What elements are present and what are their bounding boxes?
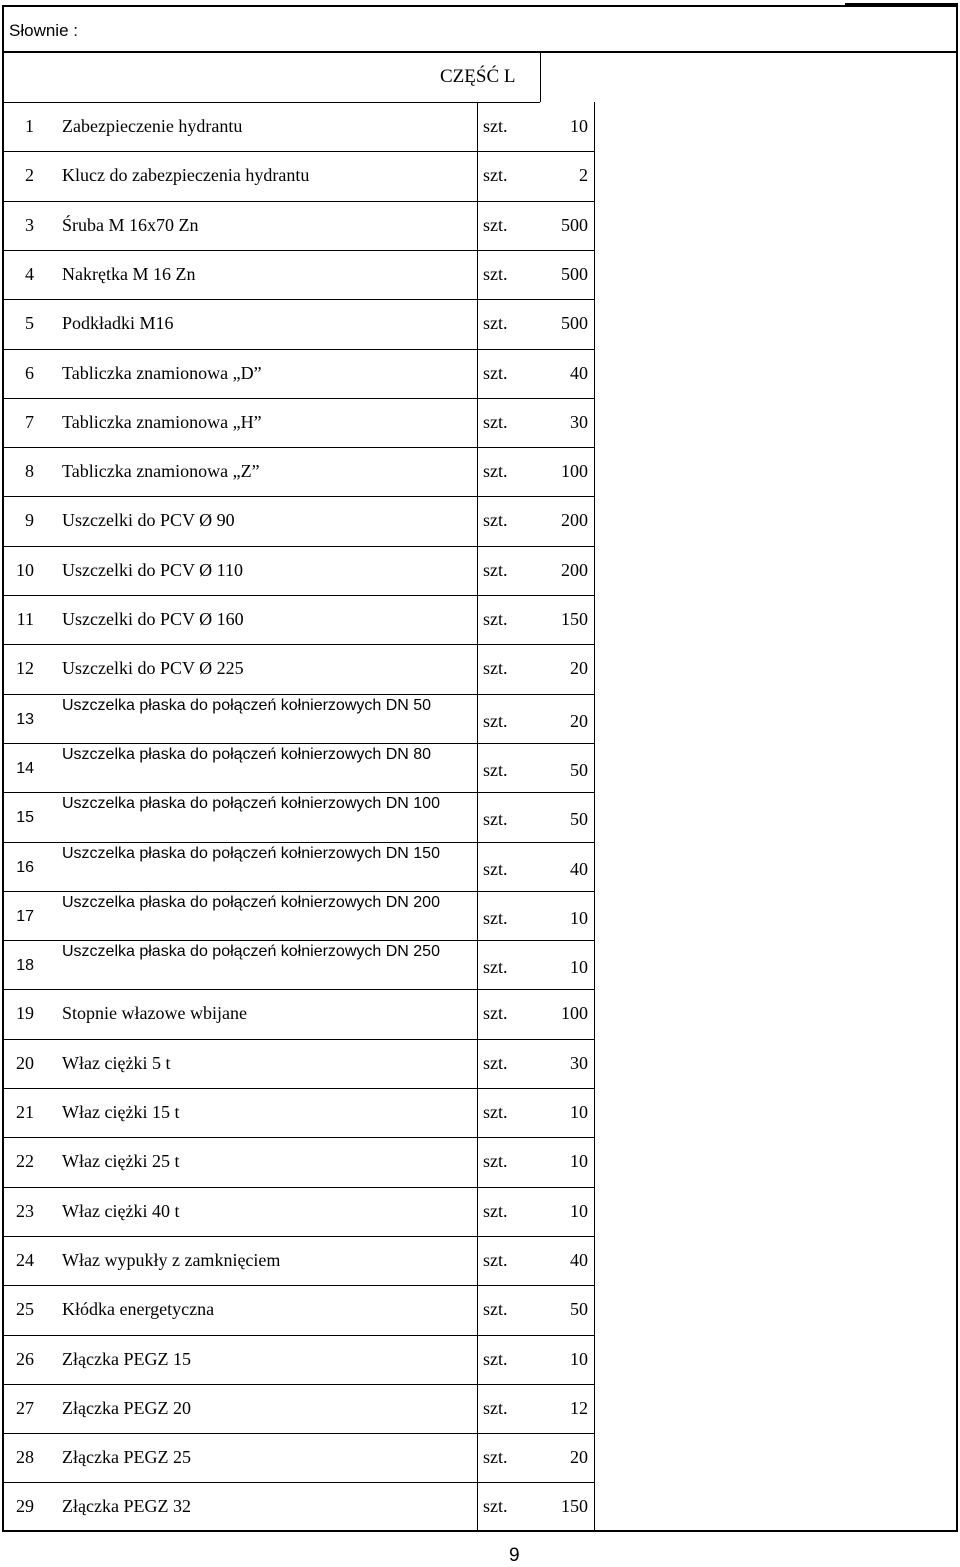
table-row xyxy=(0,1384,600,1433)
item-quantity: 50 xyxy=(570,809,588,830)
column-divider xyxy=(540,53,541,102)
item-quantity: 10 xyxy=(570,1348,588,1369)
table-row xyxy=(0,201,600,250)
item-quantity: 2 xyxy=(579,165,588,186)
item-number: 15 xyxy=(16,809,34,827)
item-name: Uszczelki do PCV Ø 110 xyxy=(62,559,243,580)
item-number: 22 xyxy=(16,1151,34,1172)
item-name: Zabezpieczenie hydrantu xyxy=(62,116,243,136)
item-number: 16 xyxy=(16,858,34,876)
item-unit: szt. xyxy=(483,1003,508,1024)
item-quantity: 30 xyxy=(570,411,588,432)
amount-in-words-label: Słownie : xyxy=(9,21,78,40)
table-row xyxy=(0,299,600,348)
item-quantity: 100 xyxy=(561,1003,588,1024)
item-name: Stopnie włazowe wbijane xyxy=(62,1003,247,1024)
item-unit: szt. xyxy=(483,609,508,629)
item-quantity: 20 xyxy=(570,658,588,679)
item-unit: szt. xyxy=(483,759,508,780)
item-number: 19 xyxy=(16,1003,34,1024)
item-name: Śruba M 16x70 Zn xyxy=(62,214,199,235)
item-name: Właz ciężki 5 t xyxy=(62,1052,171,1073)
item-unit: szt. xyxy=(483,461,508,482)
item-number: 4 xyxy=(25,263,34,284)
item-name: Podkładki M16 xyxy=(62,313,174,334)
table-row xyxy=(0,842,600,891)
item-unit: szt. xyxy=(483,1299,508,1320)
item-unit: szt. xyxy=(483,1102,508,1122)
table-row xyxy=(0,546,600,595)
item-quantity: 10 xyxy=(570,957,588,978)
item-quantity: 500 xyxy=(561,214,588,235)
item-number: 25 xyxy=(16,1299,34,1320)
table-row xyxy=(0,1335,600,1384)
item-quantity: 10 xyxy=(570,1151,588,1172)
item-number: 2 xyxy=(25,165,34,186)
item-quantity: 150 xyxy=(561,609,588,629)
item-unit: szt. xyxy=(483,658,508,679)
item-unit: szt. xyxy=(483,1200,508,1221)
item-unit: szt. xyxy=(483,1052,508,1073)
item-unit: szt. xyxy=(483,1151,508,1172)
item-number: 17 xyxy=(16,907,34,925)
item-name: Złączka PEGZ 32 xyxy=(62,1496,191,1517)
item-quantity: 10 xyxy=(570,907,588,928)
item-number: 9 xyxy=(25,510,34,531)
item-name: Tabliczka znamionowa „H” xyxy=(62,411,262,432)
item-quantity: 10 xyxy=(570,1200,588,1221)
item-number: 23 xyxy=(16,1200,34,1221)
item-name: Tabliczka znamionowa „Z” xyxy=(62,461,260,482)
table-row xyxy=(0,1187,600,1236)
table-row xyxy=(0,743,600,792)
item-quantity: 30 xyxy=(570,1052,588,1073)
item-quantity: 40 xyxy=(570,1249,588,1270)
item-quantity: 500 xyxy=(561,313,588,334)
item-name: Złączka PEGZ 15 xyxy=(62,1348,191,1369)
item-unit: szt. xyxy=(483,165,508,186)
table-row xyxy=(0,940,600,989)
table-row xyxy=(0,398,600,447)
item-number: 26 xyxy=(16,1348,34,1369)
item-quantity: 20 xyxy=(570,710,588,731)
item-unit: szt. xyxy=(483,957,508,978)
table-row xyxy=(0,496,600,545)
item-number: 5 xyxy=(25,313,34,334)
item-name: Właz wypukły z zamknięciem xyxy=(62,1249,281,1270)
item-name: Złączka PEGZ 25 xyxy=(62,1447,191,1468)
item-quantity: 100 xyxy=(561,461,588,482)
item-unit: szt. xyxy=(483,1397,508,1418)
item-quantity: 500 xyxy=(561,263,588,284)
item-name: Kłódka energetyczna xyxy=(62,1299,215,1320)
table-row xyxy=(0,792,600,841)
table-row xyxy=(0,1285,600,1334)
table-row xyxy=(0,1088,600,1137)
item-quantity: 40 xyxy=(570,362,588,383)
table-row xyxy=(0,891,600,940)
table-row xyxy=(0,1236,600,1285)
item-number: 21 xyxy=(16,1102,34,1122)
item-number: 10 xyxy=(16,559,34,580)
item-quantity: 50 xyxy=(570,759,588,780)
item-number: 8 xyxy=(25,461,34,482)
item-name: Uszczelki do PCV Ø 225 xyxy=(62,658,244,679)
item-number: 27 xyxy=(16,1397,34,1418)
item-name: Uszczelka płaska do połączeń kołnierzowych DN 200 xyxy=(62,893,440,911)
item-name: Uszczelki do PCV Ø 160 xyxy=(62,609,244,629)
item-unit: szt. xyxy=(483,362,508,383)
item-name: Tabliczka znamionowa „D” xyxy=(62,362,262,383)
page-number: 9 xyxy=(509,1545,520,1566)
item-unit: szt. xyxy=(483,1447,508,1468)
item-quantity: 10 xyxy=(570,1102,588,1122)
item-number: 12 xyxy=(16,658,34,679)
item-name: Właz ciężki 15 t xyxy=(62,1102,180,1122)
item-number: 7 xyxy=(25,411,34,432)
item-quantity: 10 xyxy=(570,116,588,136)
item-unit: szt. xyxy=(483,510,508,531)
table-row xyxy=(0,447,600,496)
item-quantity: 200 xyxy=(561,559,588,580)
item-number: 11 xyxy=(16,609,34,629)
table-row xyxy=(0,151,600,200)
item-quantity: 200 xyxy=(561,510,588,531)
item-number: 20 xyxy=(16,1052,34,1073)
item-unit: szt. xyxy=(483,313,508,334)
item-number: 13 xyxy=(16,710,34,728)
item-number: 24 xyxy=(16,1249,34,1270)
table-row xyxy=(0,250,600,299)
item-unit: szt. xyxy=(483,214,508,235)
item-unit: szt. xyxy=(483,116,508,136)
table-row xyxy=(0,1482,600,1531)
item-quantity: 12 xyxy=(570,1397,588,1418)
item-name: Właz ciężki 25 t xyxy=(62,1151,180,1172)
item-number: 18 xyxy=(16,957,34,975)
table-row xyxy=(0,595,600,644)
item-number: 29 xyxy=(16,1496,34,1517)
item-quantity: 150 xyxy=(561,1496,588,1517)
item-unit: szt. xyxy=(483,263,508,284)
amount-in-words-box xyxy=(2,5,958,53)
item-name: Uszczelka płaska do połączeń kołnierzowych DN 50 xyxy=(62,696,432,714)
table-row xyxy=(0,1039,600,1088)
item-quantity: 50 xyxy=(570,1299,588,1320)
item-name: Uszczelka płaska do połączeń kołnierzowych DN 250 xyxy=(62,943,440,961)
item-name: Złączka PEGZ 20 xyxy=(62,1397,191,1418)
item-number: 3 xyxy=(25,214,34,235)
item-quantity: 40 xyxy=(570,858,588,879)
table-row xyxy=(0,1433,600,1482)
item-name: Nakrętka M 16 Zn xyxy=(62,263,196,284)
part-title: CZĘŚĆ L xyxy=(440,66,516,87)
item-name: Klucz do zabezpieczenia hydrantu xyxy=(62,165,310,186)
item-unit: szt. xyxy=(483,1249,508,1270)
item-unit: szt. xyxy=(483,1496,508,1517)
item-name: Uszczelki do PCV Ø 90 xyxy=(62,510,235,531)
item-unit: szt. xyxy=(483,907,508,928)
item-number: 28 xyxy=(16,1447,34,1468)
item-unit: szt. xyxy=(483,411,508,432)
table-row xyxy=(0,1137,600,1186)
item-unit: szt. xyxy=(483,809,508,830)
table-row xyxy=(0,644,600,693)
item-name: Uszczelka płaska do połączeń kołnierzowych DN 100 xyxy=(62,795,440,813)
item-name: Uszczelka płaska do połączeń kołnierzowych DN 150 xyxy=(62,844,440,862)
item-number: 1 xyxy=(25,116,34,136)
item-name: Właz ciężki 40 t xyxy=(62,1200,180,1221)
item-unit: szt. xyxy=(483,710,508,731)
table-row xyxy=(0,102,600,151)
table-row xyxy=(0,349,600,398)
table-row xyxy=(0,694,600,743)
table-row xyxy=(0,989,600,1038)
item-name: Uszczelka płaska do połączeń kołnierzowych DN 80 xyxy=(62,745,432,763)
item-unit: szt. xyxy=(483,559,508,580)
item-unit: szt. xyxy=(483,858,508,879)
item-quantity: 20 xyxy=(570,1447,588,1468)
item-number: 14 xyxy=(16,759,34,777)
item-number: 6 xyxy=(25,362,34,383)
item-unit: szt. xyxy=(483,1348,508,1369)
